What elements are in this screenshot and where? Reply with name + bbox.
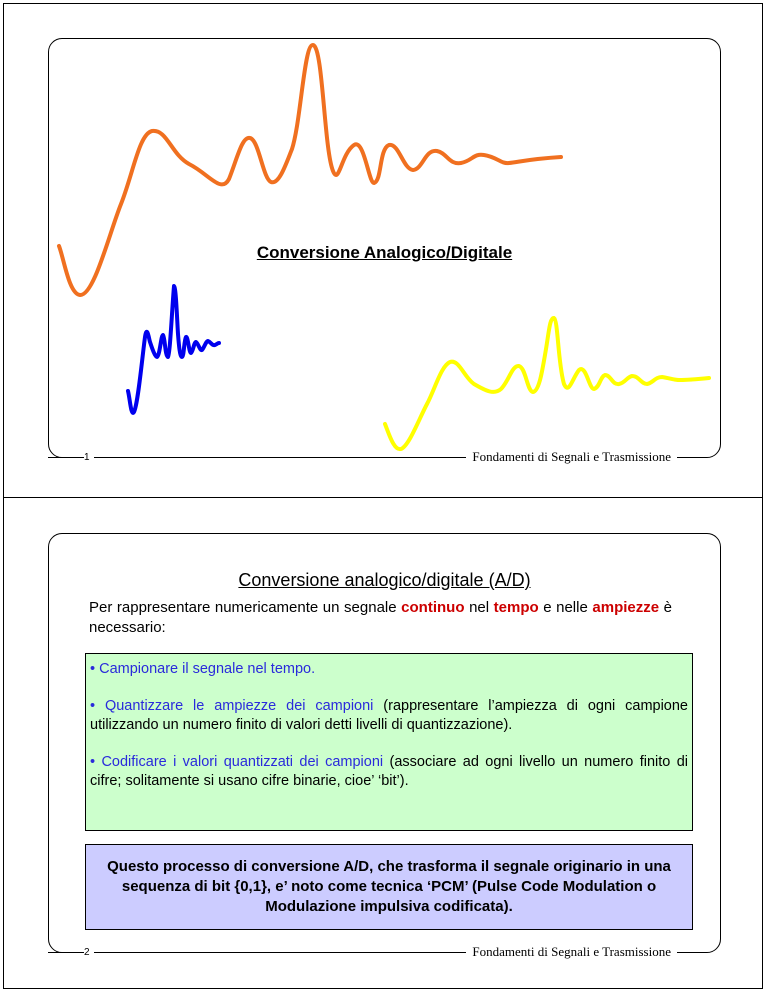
intro-text-4: è necessario:: [89, 599, 672, 636]
footer-rule: [94, 952, 467, 953]
yellow-reconstructed-signal: [385, 318, 709, 449]
keyword-tempo: tempo: [493, 599, 539, 616]
slide-1-title: Conversione Analogico/Digitale: [256, 243, 513, 262]
step-item: [90, 697, 688, 735]
page-divider: [3, 497, 763, 498]
slide-2-footer: [48, 942, 721, 962]
step-item: [90, 753, 688, 791]
step-label: • Campionare il segnale nel tempo.: [90, 661, 316, 677]
step-detail: (associare ad ogni livello un numero finito di cifre; solitamente si usano cifre binarie, cioe’ ‘bit’).: [90, 754, 688, 789]
slide-number: 1: [80, 452, 94, 463]
footer-rule-left: [48, 952, 84, 953]
slide-1-footer: [48, 447, 721, 467]
step-detail: (rappresentare l’ampiezza di ogni campione utilizzando un numero finito di valori detti livelli di quantizzazione).: [90, 698, 688, 733]
footer-rule: [94, 457, 467, 458]
intro-text-2: nel: [464, 599, 494, 616]
intro-paragraph: [89, 598, 672, 638]
pcm-highlight-text: Questo processo di conversione A/D, che trasforma il segnale originario in una sequenza di bit {0,1}, e’ noto come tecnica ‘PCM’ (Pulse Code Modulation o Modulazione impulsiva codificata).: [107, 858, 671, 915]
pcm-highlight-box: [85, 844, 693, 930]
course-name: Fondamenti di Segnali e Trasmissione: [466, 944, 677, 960]
slide-2-title: Conversione analogico/digitale (A/D): [238, 570, 531, 590]
slide-2: [48, 533, 721, 959]
keyword-ampiezze: ampiezze: [592, 599, 660, 616]
step-item: [90, 660, 688, 679]
intro-text-3: e nelle: [538, 599, 593, 616]
step-label: • Quantizzare le ampiezze dei campioni: [90, 698, 374, 714]
slide-number: 2: [80, 947, 94, 958]
step-label: • Codificare i valori quantizzati dei campioni: [90, 754, 384, 770]
blue-sampled-signal: [128, 286, 219, 413]
course-name: Fondamenti di Segnali e Trasmissione: [466, 449, 677, 465]
footer-rule-left: [48, 457, 84, 458]
slide-1: [48, 38, 721, 464]
intro-text-1: Per rappresentare numericamente un segnale: [89, 599, 402, 616]
keyword-continuo: continuo: [401, 599, 465, 616]
steps-box: [85, 653, 693, 831]
